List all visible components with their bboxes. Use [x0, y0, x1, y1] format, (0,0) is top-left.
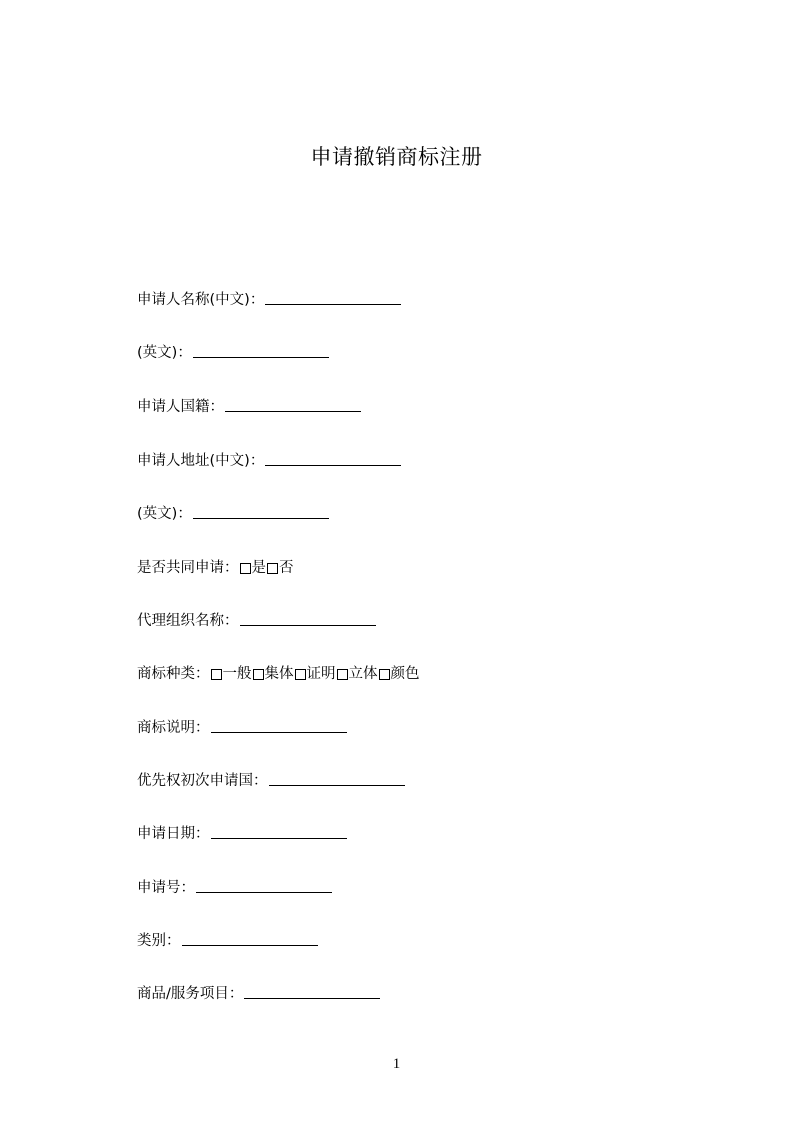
- joint-yes-label: 是: [251, 560, 266, 576]
- applicant-name-cn-row: [137, 289, 401, 311]
- application-number-blank[interactable]: [196, 877, 332, 893]
- mark-type-certification-checkbox[interactable]: [295, 669, 306, 680]
- application-date-label: 申请日期：: [137, 826, 210, 842]
- priority-country-label: 优先权初次申请国：: [137, 773, 268, 789]
- mark-description-label: 商标说明：: [137, 720, 210, 736]
- mark-type-label: 商标种类：: [137, 666, 210, 682]
- class-label: 类别：: [137, 933, 181, 949]
- nationality-blank[interactable]: [225, 396, 361, 412]
- joint-no-label: 否: [279, 560, 294, 576]
- application-number-row: [137, 877, 332, 899]
- goods-services-blank[interactable]: [244, 983, 380, 999]
- mark-description-row: [137, 717, 347, 739]
- priority-country-blank[interactable]: [269, 770, 405, 786]
- joint-application-row: [137, 557, 294, 579]
- goods-services-row: [137, 983, 380, 1005]
- address-en-row: [137, 503, 329, 525]
- nationality-label: 申请人国籍：: [137, 399, 224, 415]
- address-en-blank[interactable]: [193, 503, 329, 519]
- applicant-name-cn-label: 申请人名称(中文)：: [137, 292, 265, 308]
- mark-type-color-checkbox[interactable]: [379, 669, 390, 680]
- nationality-row: [137, 396, 361, 418]
- applicant-name-en-label: (英文)：: [137, 345, 192, 361]
- application-number-label: 申请号：: [137, 880, 195, 896]
- class-blank[interactable]: [182, 930, 318, 946]
- applicant-name-en-blank[interactable]: [193, 342, 329, 358]
- address-cn-label: 申请人地址(中文)：: [137, 453, 265, 469]
- agent-name-row: [137, 610, 376, 632]
- application-date-row: [137, 823, 347, 845]
- application-date-blank[interactable]: [211, 823, 347, 839]
- mark-type-3d-label: 立体: [348, 666, 378, 682]
- mark-type-general-label: 一般: [222, 666, 252, 682]
- page-number: 1: [392, 1056, 401, 1072]
- applicant-name-en-row: [137, 342, 329, 364]
- mark-type-certification-label: 证明: [306, 666, 336, 682]
- agent-name-label: 代理组织名称：: [137, 613, 239, 629]
- address-cn-row: [137, 450, 401, 472]
- mark-type-3d-checkbox[interactable]: [337, 669, 348, 680]
- priority-country-row: [137, 770, 405, 792]
- mark-type-color-label: 颜色: [390, 666, 420, 682]
- address-cn-blank[interactable]: [265, 450, 401, 466]
- address-en-label: (英文)：: [137, 506, 192, 522]
- goods-services-label: 商品/服务项目：: [137, 986, 244, 1002]
- joint-application-label: 是否共同申请：: [137, 560, 239, 576]
- mark-type-collective-checkbox[interactable]: [253, 669, 264, 680]
- joint-no-checkbox[interactable]: [267, 563, 278, 574]
- document-title: 申请撤销商标注册: [310, 145, 483, 169]
- mark-type-row: [137, 663, 420, 685]
- mark-description-blank[interactable]: [211, 717, 347, 733]
- mark-type-collective-label: 集体: [264, 666, 294, 682]
- joint-yes-checkbox[interactable]: [240, 563, 251, 574]
- mark-type-general-checkbox[interactable]: [211, 669, 222, 680]
- agent-name-blank[interactable]: [240, 610, 376, 626]
- applicant-name-cn-blank[interactable]: [265, 289, 401, 305]
- class-row: [137, 930, 318, 952]
